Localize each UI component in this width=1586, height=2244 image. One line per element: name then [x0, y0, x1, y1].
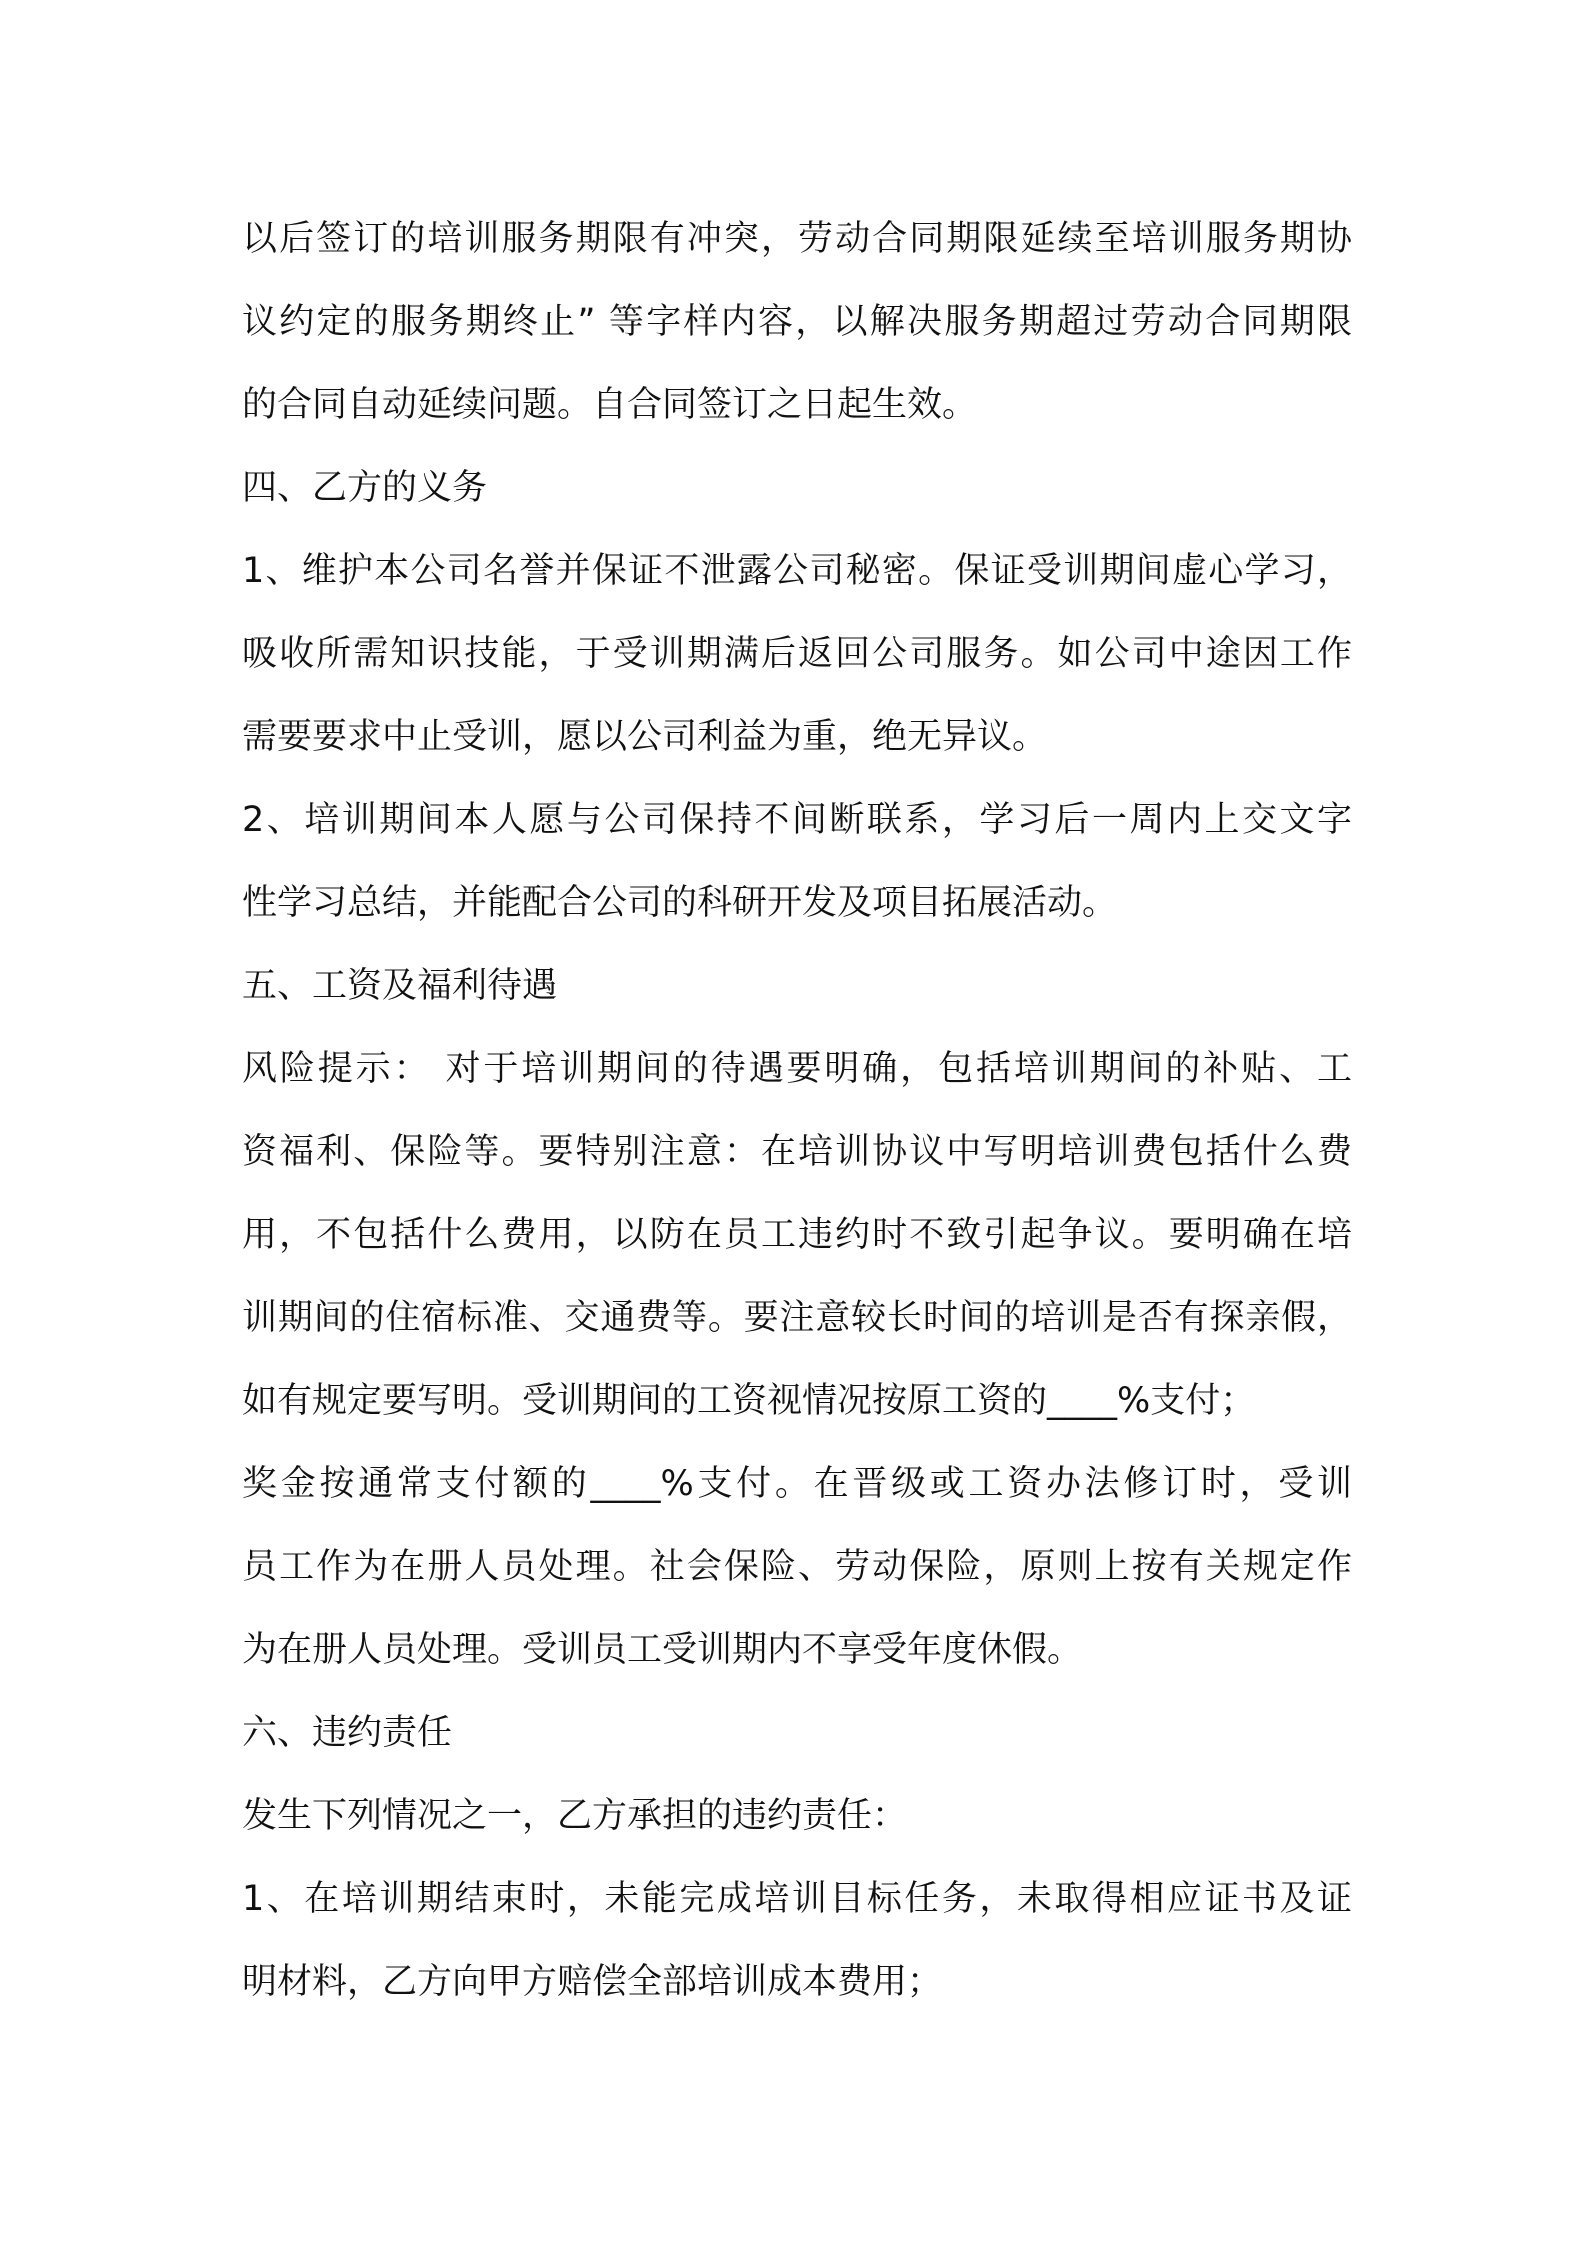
text-line: 1、在培训期结束时，未能完成培训目标任务，未取得相应证书及证	[242, 1879, 1352, 1919]
text-line: 1、维护本公司名誉并保证不泄露公司秘密。保证受训期间虚心学习，	[242, 551, 1352, 591]
text-line: 需要要求中止受训，愿以公司利益为重，绝无异议。	[242, 717, 1048, 757]
text-line: 议约定的服务期终止” 等字样内容，以解决服务期超过劳动合同期限	[242, 302, 1352, 342]
text-line: 风险提示： 对于培训期间的待遇要明确，包括培训期间的补贴、工	[242, 1049, 1352, 1089]
text-line: 奖金按通常支付额的____%支付。在晋级或工资办法修订时，受训	[242, 1464, 1352, 1504]
text-line: 如有规定要写明。受训期间的工资视情况按原工资的____%支付；	[242, 1381, 1256, 1421]
section-heading: 四、乙方的义务	[242, 468, 488, 508]
text-line: 训期间的住宿标准、交通费等。要注意较长时间的培训是否有探亲假，	[242, 1298, 1352, 1338]
text-line: 以后签订的培训服务期限有冲突，劳动合同期限延续至培训服务期协	[242, 219, 1352, 259]
text-line: 发生下列情况之一，乙方承担的违约责任：	[242, 1796, 908, 1836]
text-line: 吸收所需知识技能，于受训期满后返回公司服务。如公司中途因工作	[242, 634, 1352, 674]
text-line: 性学习总结，并能配合公司的科研开发及项目拓展活动。	[242, 883, 1118, 923]
text-line: 员工作为在册人员处理。社会保险、劳动保险，原则上按有关规定作	[242, 1547, 1352, 1587]
text-line: 的合同自动延续问题。自合同签订之日起生效。	[242, 385, 978, 425]
document-body	[242, 198, 1352, 2024]
text-line: 2、培训期间本人愿与公司保持不间断联系，学习后一周内上交文字	[242, 800, 1352, 840]
text-line: 明材料，乙方向甲方赔偿全部培训成本费用；	[242, 1962, 943, 2002]
section-heading: 五、工资及福利待遇	[242, 966, 558, 1006]
text-line: 为在册人员处理。受训员工受训期内不享受年度休假。	[242, 1630, 1083, 1670]
text-line: 资福利、保险等。要特别注意：在培训协议中写明培训费包括什么费	[242, 1132, 1352, 1172]
text-line: 用，不包括什么费用，以防在员工违约时不致引起争议。要明确在培	[242, 1215, 1352, 1255]
section-heading: 六、违约责任	[242, 1713, 453, 1753]
